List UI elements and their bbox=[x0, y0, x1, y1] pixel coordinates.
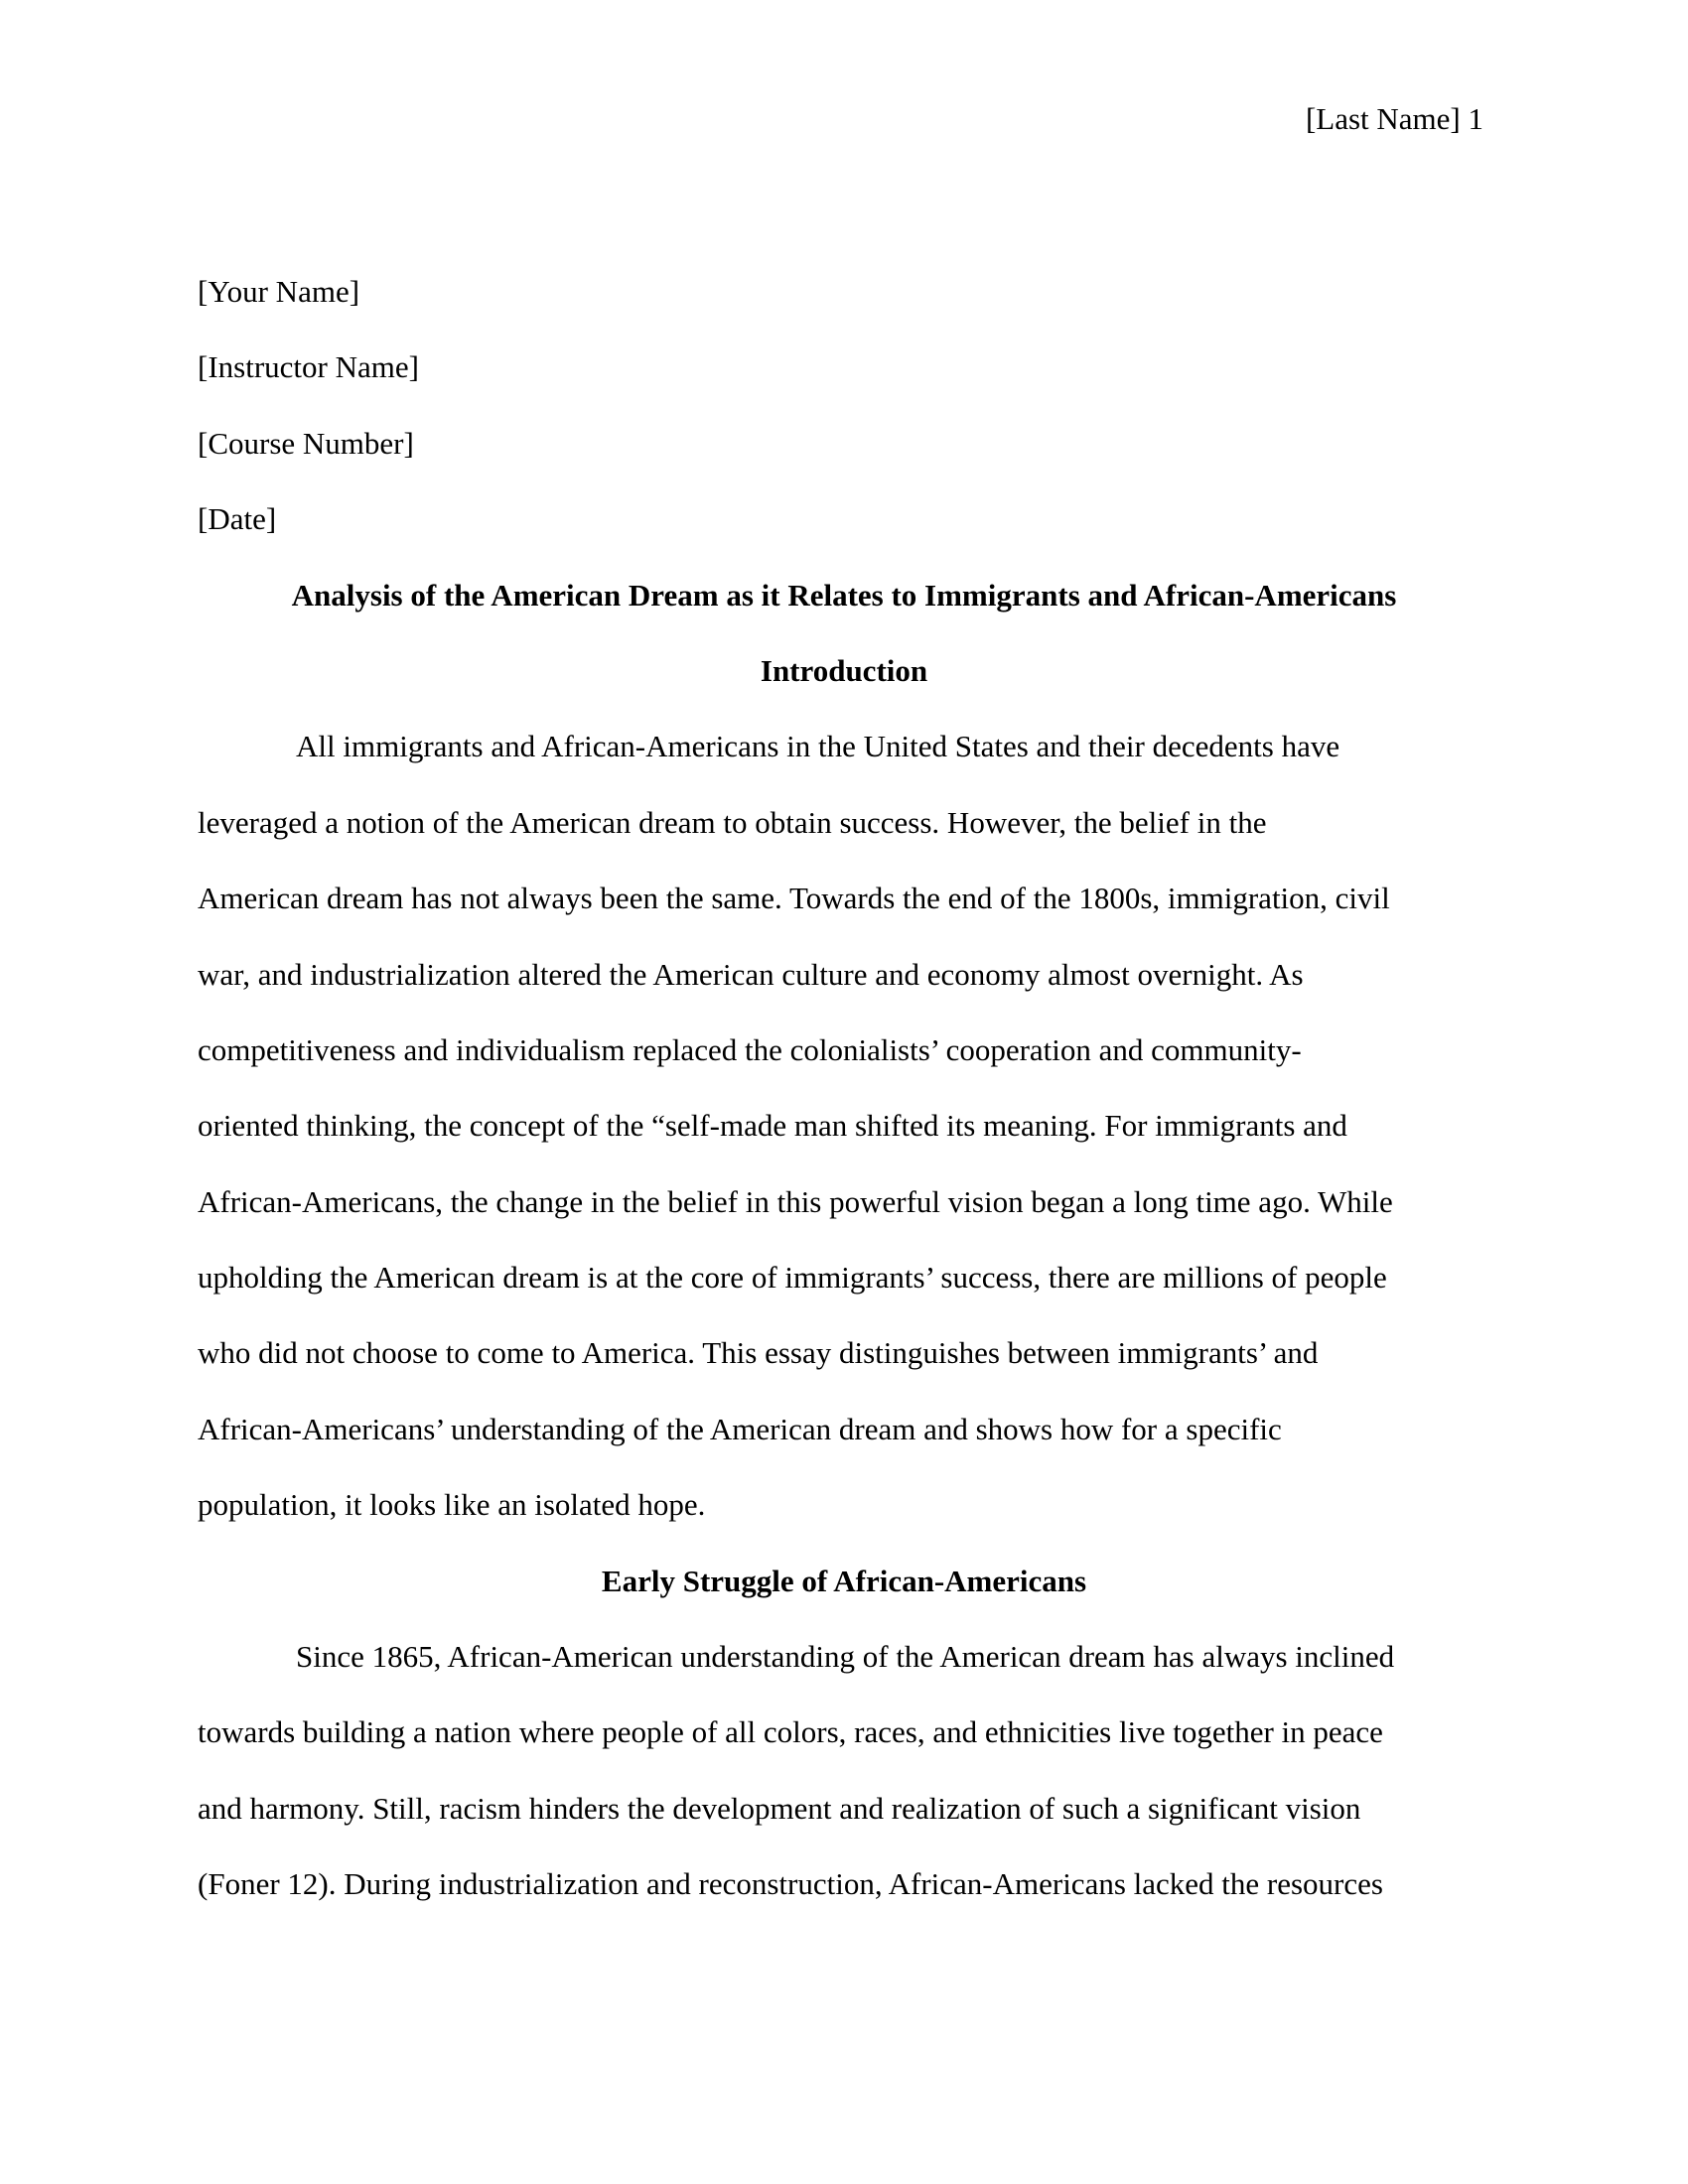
paragraph-line: African-Americans’ understanding of the American dream and shows how for a specific bbox=[198, 1411, 1282, 1446]
paragraph-line: who did not choose to come to America. This essay distinguishes between immigrants’ and bbox=[198, 1335, 1319, 1371]
paragraph-line: oriented thinking, the concept of the “self-made man shifted its meaning. For immigrants and bbox=[198, 1108, 1347, 1144]
date: [Date] bbox=[198, 501, 277, 537]
paragraph-line: competitiveness and individualism replaced the colonialists’ cooperation and community- bbox=[198, 1031, 1302, 1067]
running-head: [Last Name] 1 bbox=[1305, 101, 1483, 136]
paragraph-line: All immigrants and African-Americans in the United States and their decedents have bbox=[296, 729, 1340, 764]
student-name: [Your Name] bbox=[198, 274, 360, 309]
essay-title: Analysis of the American Dream as it Relates to Immigrants and African-Americans bbox=[291, 577, 1397, 613]
paragraph-line: African-Americans, the change in the belief in this powerful vision began a long time ago. While bbox=[198, 1183, 1393, 1219]
paragraph-line: towards building a nation where people of all colors, races, and ethnicities live together in peace bbox=[198, 1714, 1383, 1750]
paragraph-line: and harmony. Still, racism hinders the development and realization of such a significant vision bbox=[198, 1790, 1361, 1826]
paragraph-line: (Foner 12). During industrialization and reconstruction, African-Americans lacked the resources bbox=[198, 1866, 1383, 1902]
paragraph-line: American dream has not always been the same. Towards the end of the 1800s, immigration, civil bbox=[198, 881, 1390, 916]
paragraph-line: population, it looks like an isolated hope. bbox=[198, 1487, 706, 1523]
paragraph-line: Since 1865, African-American understanding of the American dream has always inclined bbox=[296, 1639, 1395, 1675]
paragraph-line: leveraged a notion of the American dream to obtain success. However, the belief in the bbox=[198, 804, 1267, 840]
section-heading-introduction: Introduction bbox=[760, 652, 928, 688]
course-number: [Course Number] bbox=[198, 425, 414, 461]
instructor-name: [Instructor Name] bbox=[198, 349, 419, 385]
section-heading-early-struggle: Early Struggle of African-Americans bbox=[601, 1563, 1087, 1598]
paragraph-line: upholding the American dream is at the core of immigrants’ success, there are millions of people bbox=[198, 1260, 1387, 1296]
paragraph-line: war, and industrialization altered the American culture and economy almost overnight. As bbox=[198, 956, 1304, 992]
essay-body bbox=[198, 272, 1490, 1941]
